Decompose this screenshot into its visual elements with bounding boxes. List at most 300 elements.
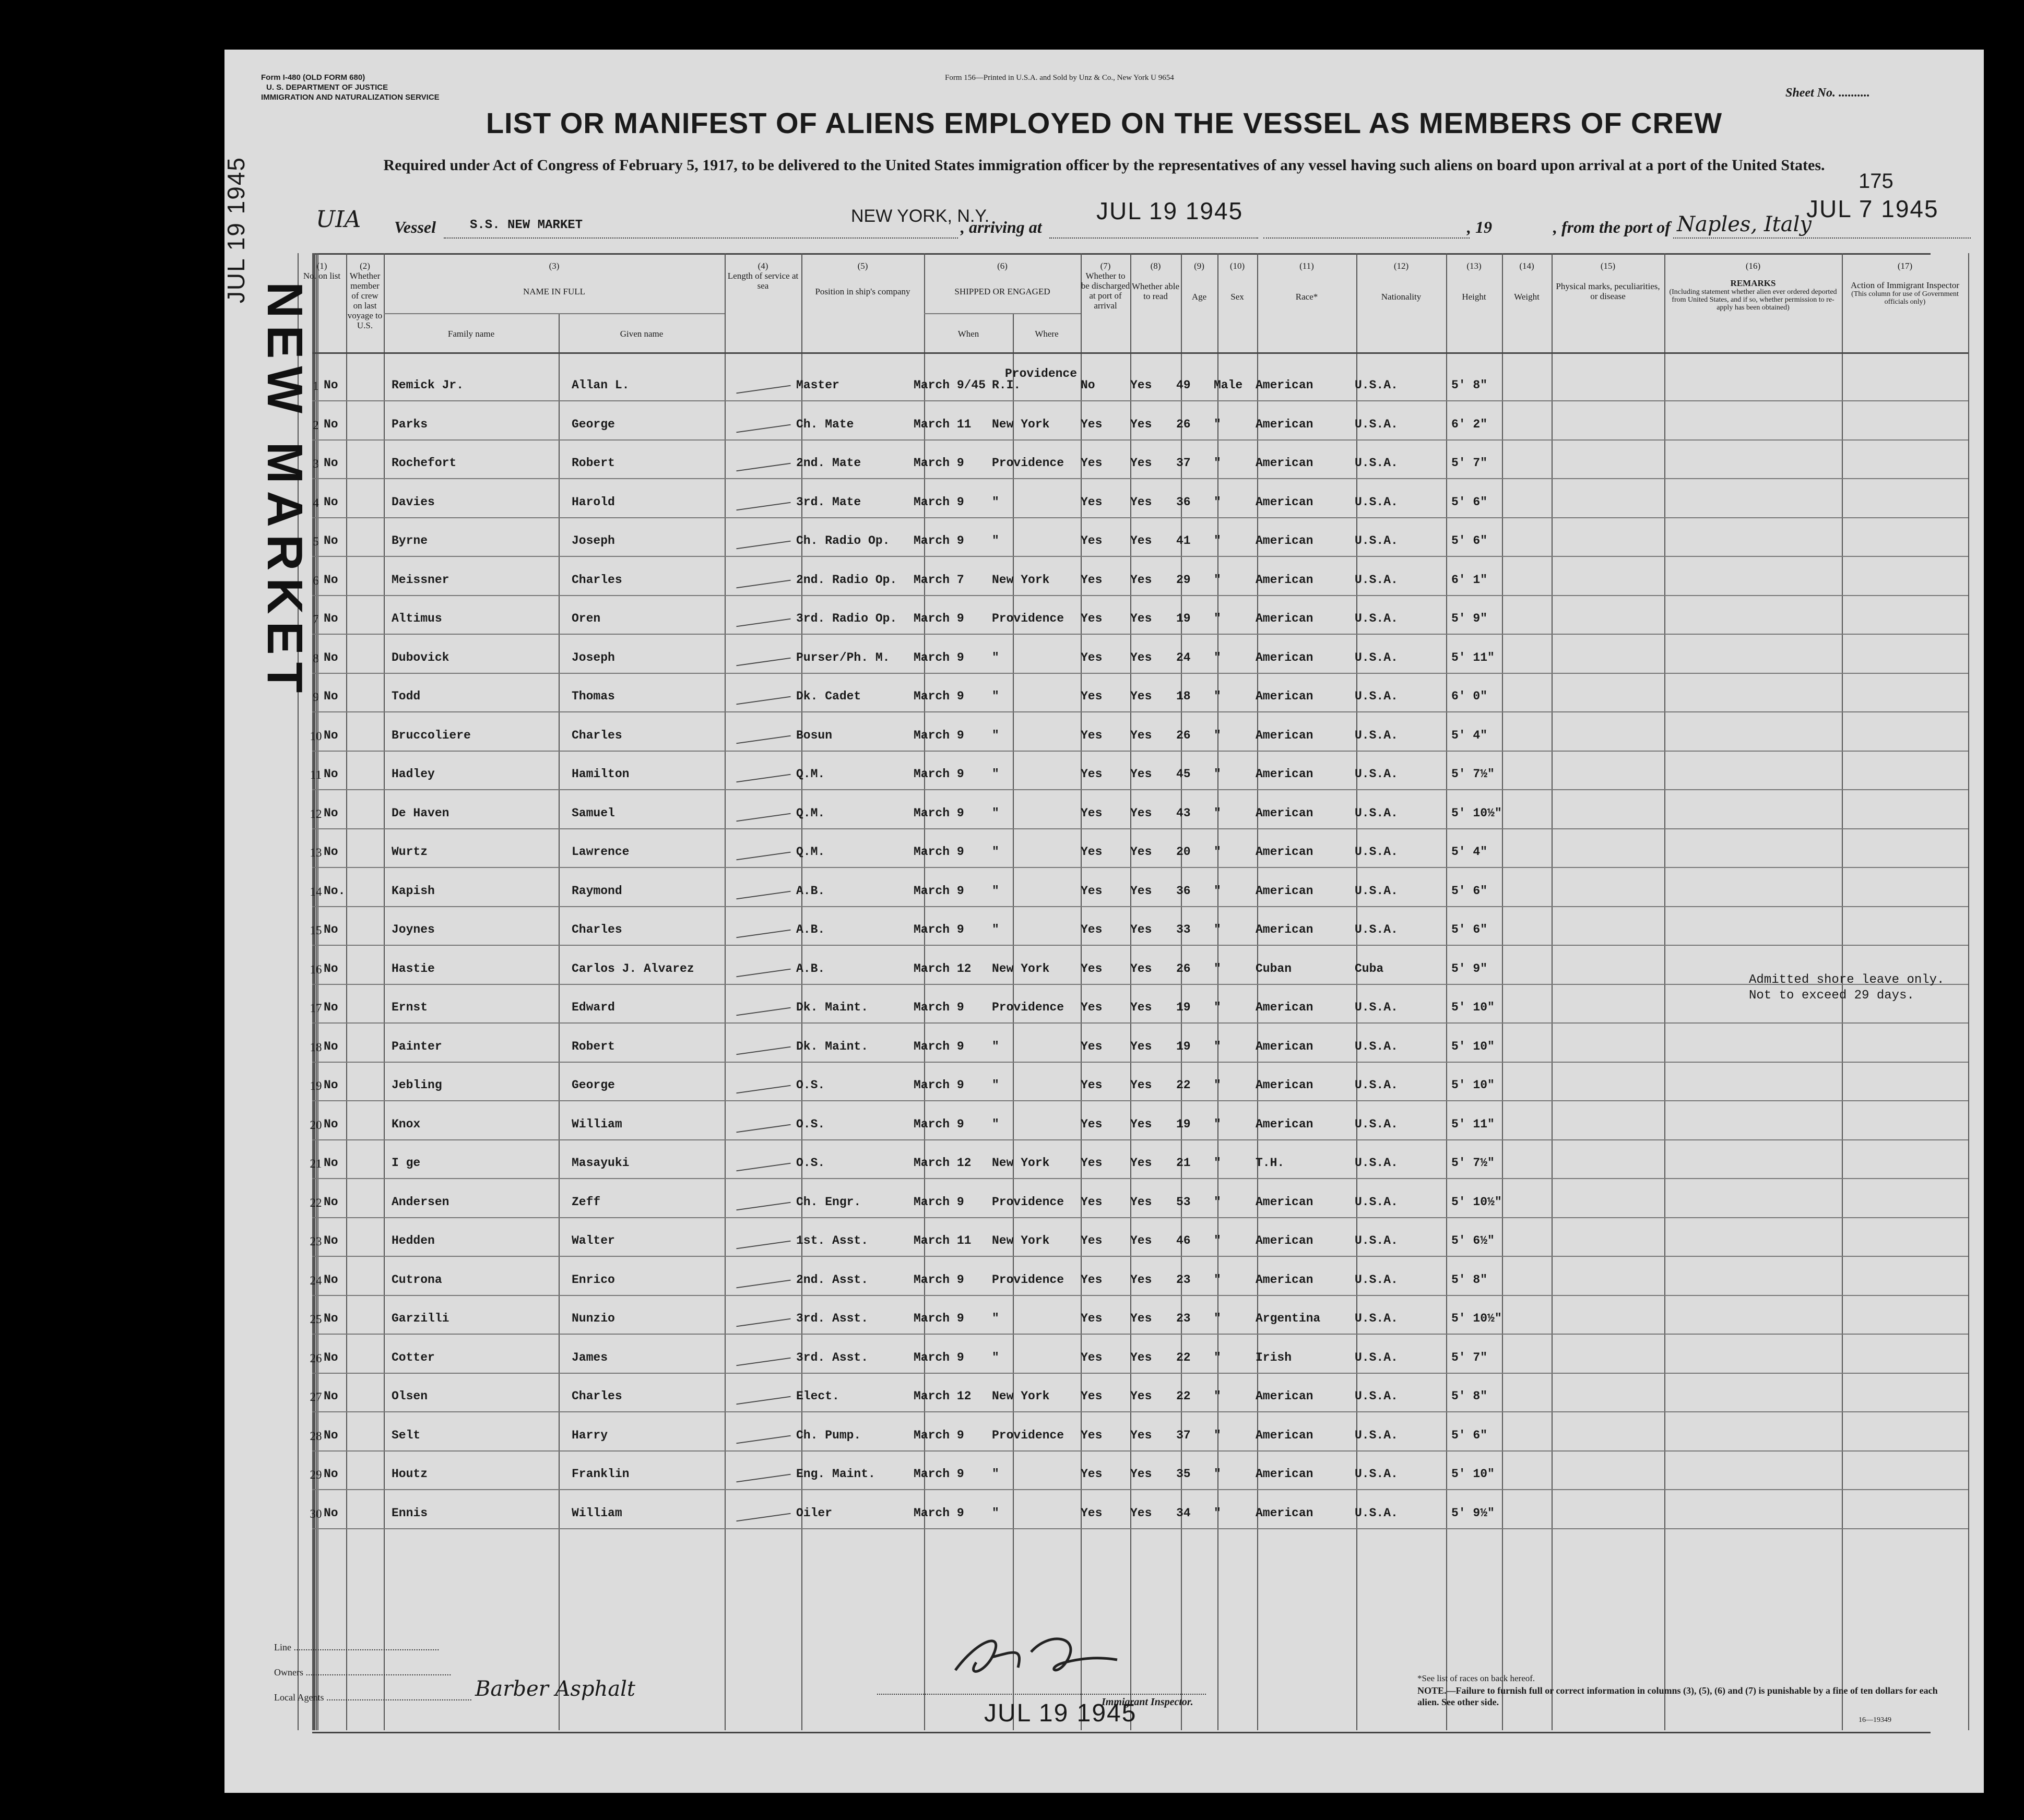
- cell-race: American: [1256, 1389, 1313, 1403]
- cell-position: O.S.: [796, 1078, 825, 1092]
- cell-where: ": [992, 495, 999, 509]
- cell-race: American: [1256, 1506, 1313, 1520]
- row-divider: [312, 711, 1968, 712]
- cell-age: 19: [1176, 612, 1191, 625]
- cell-read: Yes: [1130, 1001, 1152, 1014]
- cell-family: Dubovick: [392, 650, 449, 664]
- cell-given: Edward: [572, 1001, 615, 1014]
- col-9-header: (9) Age: [1191, 261, 1207, 302]
- cell-when: March 9: [914, 728, 964, 742]
- cell-nationality: U.S.A.: [1355, 1195, 1398, 1209]
- cell-discharged: Yes: [1081, 1156, 1103, 1170]
- cell-position: Ch. Engr.: [796, 1195, 861, 1209]
- cell-given: Oren: [572, 612, 601, 625]
- cell-when: March 9: [914, 806, 964, 820]
- cell-where: Providence: [992, 1195, 1064, 1209]
- cell-age: 29: [1176, 573, 1191, 587]
- cell-age: 26: [1176, 961, 1191, 976]
- row-number: 4: [313, 496, 319, 509]
- cell-family: Joynes: [392, 923, 435, 936]
- col-2-header: (2) Whether member of crew on last voyage to U.S.: [347, 261, 383, 330]
- row-number: 23: [310, 1235, 322, 1248]
- cell-family: Houtz: [392, 1467, 428, 1481]
- cell-nationality: U.S.A.: [1355, 495, 1398, 509]
- arriving-label: , arriving at: [961, 218, 1042, 236]
- row-divider: [312, 1139, 1968, 1140]
- cell-sex: ": [1214, 612, 1221, 625]
- row-divider: [312, 1256, 1968, 1257]
- row-divider: [312, 439, 1968, 441]
- cell-height: 5' 9": [1451, 961, 1488, 976]
- where-header: Where: [1035, 329, 1059, 339]
- cell-when: March 12: [914, 961, 972, 976]
- cell-height: 5' 8": [1451, 1272, 1488, 1287]
- row-number: 29: [310, 1468, 322, 1481]
- cell-when: March 9: [914, 689, 964, 703]
- cell-given: William: [572, 1506, 622, 1520]
- cell-prev: No: [324, 1389, 338, 1403]
- cell-given: Zeff: [572, 1195, 601, 1209]
- cell-family: Kapish: [392, 884, 435, 898]
- cell-height: 5' 11": [1451, 1117, 1495, 1131]
- row-divider: [312, 945, 1968, 946]
- row-number: 21: [310, 1157, 322, 1170]
- cell-age: 19: [1176, 1039, 1191, 1053]
- cell-discharged: Yes: [1081, 534, 1103, 548]
- cell-age: 22: [1176, 1078, 1191, 1092]
- cell-position: Ch. Pump.: [796, 1428, 861, 1442]
- cell-prev: No: [324, 456, 338, 470]
- cell-read: Yes: [1130, 923, 1152, 936]
- cell-height: 5' 10½": [1451, 1312, 1502, 1325]
- row-number: 25: [310, 1313, 322, 1326]
- cell-prev: No: [324, 689, 338, 703]
- vessel-underline: [444, 237, 958, 240]
- cell-discharged: Yes: [1081, 1272, 1103, 1287]
- cell-nationality: U.S.A.: [1355, 1078, 1398, 1092]
- cell-height: 5' 10": [1451, 1078, 1495, 1092]
- cell-family: Davies: [392, 495, 435, 509]
- row-number: 22: [310, 1196, 322, 1209]
- cell-position: Master: [796, 378, 839, 392]
- row-number: 17: [310, 1002, 322, 1015]
- cell-read: Yes: [1130, 1272, 1152, 1287]
- cell-given: Joseph: [572, 534, 615, 548]
- cell-race: Cuban: [1256, 961, 1292, 976]
- cell-family: Cotter: [392, 1350, 435, 1364]
- cell-prev: No: [324, 1001, 338, 1014]
- cell-given: Allan L.: [572, 378, 630, 392]
- inspector-line: [877, 1694, 1206, 1696]
- cell-where: New York: [992, 1234, 1050, 1247]
- cell-sex: ": [1214, 1350, 1221, 1364]
- cell-nationality: U.S.A.: [1355, 884, 1398, 898]
- cell-discharged: Yes: [1081, 806, 1103, 820]
- cell-sex: ": [1214, 573, 1221, 587]
- row-divider: [312, 867, 1968, 868]
- when-header: When: [957, 329, 979, 339]
- cell-sex: ": [1214, 923, 1221, 936]
- cell-discharged: Yes: [1081, 456, 1103, 470]
- cell-position: 2nd. Radio Op.: [796, 573, 897, 587]
- cell-given: Robert: [572, 456, 615, 470]
- cell-where: ": [992, 650, 999, 664]
- cell-position: 3rd. Radio Op.: [796, 612, 897, 625]
- cell-position: O.S.: [796, 1117, 825, 1131]
- cell-when: March 9: [914, 1117, 964, 1131]
- col-3-header: (3) NAME IN FULL: [523, 261, 585, 296]
- cell-age: 18: [1176, 689, 1191, 703]
- cell-position: A.B.: [796, 884, 825, 898]
- cell-nationality: U.S.A.: [1355, 1001, 1398, 1014]
- row-number: 3: [313, 457, 319, 470]
- cell-race: American: [1256, 806, 1313, 820]
- cell-sex: ": [1214, 767, 1221, 781]
- cell-discharged: Yes: [1081, 1001, 1103, 1014]
- cell-race: American: [1256, 1234, 1313, 1247]
- cell-given: Joseph: [572, 650, 615, 664]
- page-title: LIST OR MANIFEST OF ALIENS EMPLOYED ON THE VESSEL AS MEMBERS OF CREW: [486, 106, 1723, 139]
- cell-read: Yes: [1130, 1428, 1152, 1442]
- cell-read: Yes: [1130, 573, 1152, 587]
- cell-discharged: Yes: [1081, 573, 1103, 587]
- cell-race: American: [1256, 650, 1313, 664]
- cell-age: 36: [1176, 884, 1191, 898]
- cell-where: ": [992, 884, 999, 898]
- cell-where: Providence: [992, 1428, 1064, 1442]
- cell-when: March 9: [914, 1428, 964, 1442]
- cell-age: 19: [1176, 1117, 1191, 1131]
- cell-where: New York: [992, 417, 1050, 431]
- cell-sex: ": [1214, 650, 1221, 664]
- from-port-underline: [1673, 237, 1971, 240]
- cell-where: ": [992, 845, 999, 859]
- cell-when: March 9: [914, 767, 964, 781]
- cell-read: Yes: [1130, 650, 1152, 664]
- cell-when: March 12: [914, 1156, 972, 1170]
- cell-read: Yes: [1130, 378, 1152, 392]
- cell-read: Yes: [1130, 1389, 1152, 1403]
- cell-height: 5' 10": [1451, 1001, 1495, 1014]
- row-number: 1: [313, 379, 319, 392]
- cell-discharged: Yes: [1081, 650, 1103, 664]
- cell-age: 23: [1176, 1312, 1191, 1325]
- cell-family: Selt: [392, 1428, 421, 1442]
- cell-height: 5' 6": [1451, 1428, 1488, 1442]
- cell-discharged: Yes: [1081, 728, 1103, 742]
- from-port-label: , from the port of: [1553, 218, 1671, 236]
- cell-position: Q.M.: [796, 845, 825, 859]
- row-number: 26: [310, 1351, 322, 1365]
- manifest-sheet: [224, 50, 1984, 1793]
- cell-read: Yes: [1130, 1078, 1152, 1092]
- cell-prev: No: [324, 534, 338, 548]
- cell-family: Cutrona: [392, 1272, 442, 1287]
- cell-when: March 11: [914, 417, 972, 431]
- cell-position: 3rd. Mate: [796, 495, 861, 509]
- row-number: 13: [310, 846, 322, 859]
- cell-height: 5' 6": [1451, 495, 1488, 509]
- cell-race: American: [1256, 1078, 1313, 1092]
- cell-discharged: Yes: [1081, 1078, 1103, 1092]
- cell-prev: No: [324, 1467, 338, 1481]
- cell-position: 3rd. Asst.: [796, 1312, 869, 1325]
- cell-where: ": [992, 1078, 999, 1092]
- row-divider: [312, 1217, 1968, 1218]
- cell-height: 5' 4": [1451, 845, 1488, 859]
- cell-age: 34: [1176, 1506, 1191, 1520]
- cell-when: March 9/45: [914, 378, 986, 392]
- cell-age: 35: [1176, 1467, 1191, 1481]
- date-underline: [1263, 237, 1470, 240]
- cell-family: Todd: [392, 689, 421, 703]
- cell-when: March 9: [914, 1001, 964, 1014]
- cell-race: American: [1256, 728, 1313, 742]
- cell-family: Knox: [392, 1117, 421, 1131]
- first-row-place-note: Providence: [1005, 367, 1078, 380]
- cell-read: Yes: [1130, 845, 1152, 859]
- row-divider: [312, 556, 1968, 557]
- cell-given: Nunzio: [572, 1312, 615, 1325]
- manifest-table: [312, 253, 1931, 1733]
- cell-read: Yes: [1130, 884, 1152, 898]
- cell-nationality: U.S.A.: [1355, 1389, 1398, 1403]
- cell-prev: No: [324, 728, 338, 742]
- cell-race: Argentina: [1256, 1312, 1321, 1325]
- row-number: 2: [313, 418, 319, 432]
- cell-given: Harold: [572, 495, 615, 509]
- cell-when: March 9: [914, 650, 964, 664]
- row-divider: [312, 1450, 1968, 1452]
- inspector-signature: [945, 1621, 1133, 1699]
- cell-prev: No: [324, 1234, 338, 1247]
- cell-family: Ennis: [392, 1506, 428, 1520]
- cell-race: American: [1256, 612, 1313, 625]
- cell-given: Harry: [572, 1428, 608, 1442]
- cell-given: George: [572, 1078, 615, 1092]
- cell-when: March 9: [914, 534, 964, 548]
- cell-race: American: [1256, 689, 1313, 703]
- cell-race: American: [1256, 884, 1313, 898]
- row-number: 12: [310, 807, 322, 820]
- cell-prev: No: [324, 495, 338, 509]
- cell-where: New York: [992, 1156, 1050, 1170]
- cell-age: 22: [1176, 1389, 1191, 1403]
- cell-age: 24: [1176, 650, 1191, 664]
- col-12-header: (12) Nationality: [1381, 261, 1422, 302]
- row-divider: [312, 984, 1968, 985]
- cell-race: American: [1256, 923, 1313, 936]
- row-number: 5: [313, 535, 319, 548]
- row-divider: [312, 673, 1968, 674]
- cell-given: Charles: [572, 1389, 622, 1403]
- port-underline: [1049, 237, 1258, 240]
- cell-sex: ": [1214, 689, 1221, 703]
- cell-read: Yes: [1130, 1312, 1152, 1325]
- cell-race: American: [1256, 573, 1313, 587]
- cell-age: 37: [1176, 1428, 1191, 1442]
- cell-nationality: U.S.A.: [1355, 456, 1398, 470]
- cell-height: 5' 4": [1451, 728, 1488, 742]
- cell-height: 5' 10": [1451, 1467, 1495, 1481]
- cell-read: Yes: [1130, 612, 1152, 625]
- cell-nationality: U.S.A.: [1355, 1156, 1398, 1170]
- cell-position: Ch. Radio Op.: [796, 534, 890, 548]
- row-number: 10: [310, 729, 322, 743]
- cell-height: 5' 10½": [1451, 1195, 1502, 1209]
- cell-race: T.H.: [1256, 1156, 1285, 1170]
- line-label: Line ..............................................................: [274, 1642, 440, 1652]
- cell-sex: ": [1214, 1272, 1221, 1287]
- cell-discharged: Yes: [1081, 767, 1103, 781]
- cell-nationality: U.S.A.: [1355, 573, 1398, 587]
- cell-prev: No: [324, 961, 338, 976]
- cell-age: 26: [1176, 728, 1191, 742]
- cell-when: March 9: [914, 1078, 964, 1092]
- cell-age: 49: [1176, 378, 1191, 392]
- cell-nationality: U.S.A.: [1355, 1234, 1398, 1247]
- inspector-label: Immigrant Inspector.: [1102, 1696, 1193, 1708]
- cell-read: Yes: [1130, 495, 1152, 509]
- cell-position: Q.M.: [796, 767, 825, 781]
- page-subtitle: Required under Act of Congress of February 5, 1917, to be delivered to the United States immigration officer by the representatives of any vessel having such aliens on board upon arrival at a port of the United States.: [383, 157, 1825, 174]
- cell-discharged: Yes: [1081, 612, 1103, 625]
- cell-where: Providence: [992, 612, 1064, 625]
- cell-height: 5' 7": [1451, 456, 1488, 470]
- cell-sex: ": [1214, 534, 1221, 548]
- cell-prev: No: [324, 1272, 338, 1287]
- cell-nationality: U.S.A.: [1355, 1039, 1398, 1053]
- cell-read: Yes: [1130, 806, 1152, 820]
- row-divider: [312, 1022, 1968, 1024]
- cell-where: Providence: [992, 1001, 1064, 1014]
- cell-age: 37: [1176, 456, 1191, 470]
- cell-where: Providence: [992, 1272, 1064, 1287]
- cell-position: Dk. Maint.: [796, 1039, 869, 1053]
- cell-age: 36: [1176, 495, 1191, 509]
- cell-given: William: [572, 1117, 622, 1131]
- cell-nationality: U.S.A.: [1355, 1467, 1398, 1481]
- row-divider: [312, 1528, 1968, 1529]
- cell-position: 2nd. Mate: [796, 456, 861, 470]
- cell-discharged: Yes: [1081, 495, 1103, 509]
- cell-prev: No: [324, 612, 338, 625]
- row-divider: [312, 517, 1968, 518]
- agents-label: Local Agents ..............................................................: [274, 1692, 472, 1703]
- cell-discharged: Yes: [1081, 1350, 1103, 1364]
- margin-vessel-stamp: NEW MARKET: [257, 282, 313, 700]
- cell-when: March 9: [914, 456, 964, 470]
- cell-position: 1st. Asst.: [796, 1234, 869, 1247]
- departure-date-stamp: JUL 7 1945: [1806, 195, 1939, 222]
- cell-family: Hastie: [392, 961, 435, 976]
- cell-age: 45: [1176, 767, 1191, 781]
- cell-read: Yes: [1130, 1506, 1152, 1520]
- cell-where: ": [992, 1350, 999, 1364]
- cell-age: 26: [1176, 417, 1191, 431]
- row-number: 20: [310, 1118, 322, 1132]
- cell-prev: No: [324, 1039, 338, 1053]
- cell-height: 5' 9½": [1451, 1506, 1495, 1520]
- given-name-header: Given name: [620, 329, 664, 339]
- cell-race: American: [1256, 495, 1313, 509]
- margin-date-stamp: JUL 19 1945: [222, 157, 250, 304]
- row-number: 14: [310, 885, 322, 898]
- cell-nationality: Cuba: [1355, 961, 1384, 976]
- row-number: 18: [310, 1040, 322, 1054]
- cell-sex: ": [1214, 1039, 1221, 1053]
- cell-height: 5' 7½": [1451, 1156, 1495, 1170]
- cell-where: ": [992, 1506, 999, 1520]
- year-label: , 19: [1467, 218, 1492, 236]
- cell-read: Yes: [1130, 689, 1152, 703]
- cell-sex: ": [1214, 495, 1221, 509]
- cell-where: ": [992, 1312, 999, 1325]
- form-code: 16—19349: [1859, 1716, 1891, 1724]
- arriving-port: NEW YORK, N.Y.: [851, 206, 990, 226]
- row-divider: [312, 828, 1968, 829]
- cell-sex: ": [1214, 728, 1221, 742]
- cell-given: Hamilton: [572, 767, 630, 781]
- cell-family: Wurtz: [392, 845, 428, 859]
- cell-nationality: U.S.A.: [1355, 534, 1398, 548]
- races-note: *See list of races on back hereof.: [1417, 1673, 1535, 1683]
- cell-given: George: [572, 417, 615, 431]
- col-14-header: (14) Weight: [1514, 261, 1540, 302]
- cell-where: New York: [992, 1389, 1050, 1403]
- cell-where: ": [992, 923, 999, 936]
- cell-position: Q.M.: [796, 806, 825, 820]
- cell-prev: No: [324, 1078, 338, 1092]
- cell-where: R.I.: [992, 378, 1021, 392]
- cell-height: 5' 11": [1451, 650, 1495, 664]
- cell-read: Yes: [1130, 961, 1152, 976]
- col-7-header: (7) Whether to be discharged at port of arrival: [1081, 261, 1130, 311]
- cell-prev: No: [324, 923, 338, 936]
- cell-read: Yes: [1130, 1350, 1152, 1364]
- cell-when: March 9: [914, 1506, 964, 1520]
- col-11-header: (11) Race*: [1295, 261, 1318, 302]
- printer-line: Form 156—Printed in U.S.A. and Sold by Unz & Co., New York U 9654: [945, 74, 1174, 82]
- row-divider: [312, 1489, 1968, 1490]
- cell-nationality: U.S.A.: [1355, 378, 1398, 392]
- cell-family: Olsen: [392, 1389, 428, 1403]
- cell-sex: ": [1214, 961, 1221, 976]
- cell-age: 19: [1176, 1001, 1191, 1014]
- row-divider: [312, 906, 1968, 907]
- cell-race: American: [1256, 378, 1313, 392]
- cell-where: ": [992, 728, 999, 742]
- cell-read: Yes: [1130, 1117, 1152, 1131]
- inspector-date-stamp: JUL 19 1945: [984, 1699, 1137, 1727]
- cell-height: 5' 9": [1451, 612, 1488, 625]
- cell-prev: No: [324, 378, 338, 392]
- cell-given: Lawrence: [572, 845, 630, 859]
- row-number: 19: [310, 1079, 322, 1092]
- cell-discharged: Yes: [1081, 1312, 1103, 1325]
- cell-nationality: U.S.A.: [1355, 845, 1398, 859]
- cell-sex: ": [1214, 806, 1221, 820]
- row-divider: [312, 595, 1968, 596]
- cell-age: 22: [1176, 1350, 1191, 1364]
- cell-race: American: [1256, 1467, 1313, 1481]
- cell-race: American: [1256, 845, 1313, 859]
- cell-family: De Haven: [392, 806, 449, 820]
- cell-discharged: Yes: [1081, 1039, 1103, 1053]
- cell-discharged: Yes: [1081, 961, 1103, 976]
- cell-height: 5' 6": [1451, 534, 1488, 548]
- row-number: 28: [310, 1429, 322, 1443]
